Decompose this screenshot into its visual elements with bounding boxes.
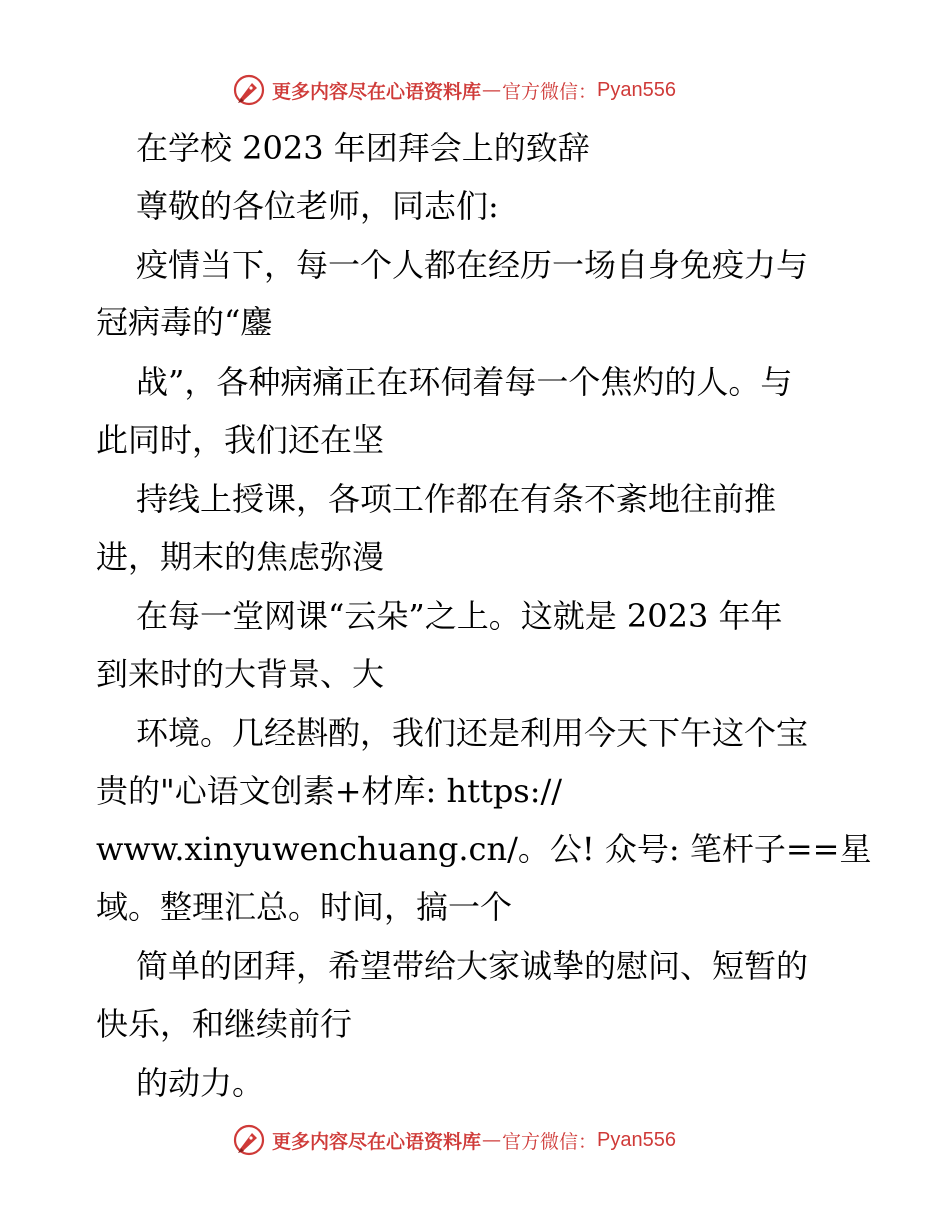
text-line: 贵的"心语文创素+材库: https:// <box>96 772 563 810</box>
text-line: 到来时的大背景、大 <box>96 655 385 693</box>
text-line: 疫情当下，每一个人都在经历一场自身免疫力与 <box>136 246 809 284</box>
banner-slogan: 更多内容尽在心语资料库 <box>272 1130 482 1153</box>
banner-slogan: 更多内容尽在心语资料库 <box>272 80 482 103</box>
text-line: 的动力。 <box>136 1064 265 1102</box>
text-line: 战”，各种病痛正在环伺着每一个焦灼的人。与 <box>136 363 793 401</box>
text-line: 环境。几经斟酌，我们还是利用今天下午这个宝 <box>136 714 809 752</box>
pen-nib-circle-icon <box>232 1123 266 1157</box>
pen-nib-circle-icon <box>232 73 266 107</box>
text-line: 冠病毒的“鏖 <box>96 303 273 341</box>
banner-wechat-label: 官方微信： <box>502 80 598 103</box>
banner-wechat-id: Pyan556 <box>597 78 676 101</box>
banner-dash: — <box>482 79 502 101</box>
banner-wechat-id: Pyan556 <box>597 1128 676 1151</box>
banner-wechat-label: 官方微信： <box>502 1130 598 1153</box>
text-line: 域。整理汇总。时间，搞一个 <box>96 888 513 926</box>
text-line: www.xinyuwenchuang.cn/。公! 众号: 笔杆子==星 <box>96 830 872 868</box>
text-line: 进，期末的焦虑弥漫 <box>96 538 385 576</box>
banner-dash: — <box>482 1129 502 1151</box>
text-line: 持线上授课，各项工作都在有条不紊地往前推 <box>136 480 777 518</box>
text-line: 此同时，我们还在坚 <box>96 421 385 459</box>
text-line: 在每一堂网课“云朵”之上。这就是 2023 年年 <box>136 597 783 635</box>
salutation: 尊敬的各位老师，同志们: <box>136 187 499 225</box>
text-line: 快乐，和继续前行 <box>96 1005 353 1043</box>
document-title: 在学校 2023 年团拜会上的致辞 <box>136 129 590 167</box>
header-banner <box>232 70 676 110</box>
footer-banner <box>232 1120 676 1160</box>
text-line: 简单的团拜，希望带给大家诚挚的慰问、短暂的 <box>136 947 809 985</box>
